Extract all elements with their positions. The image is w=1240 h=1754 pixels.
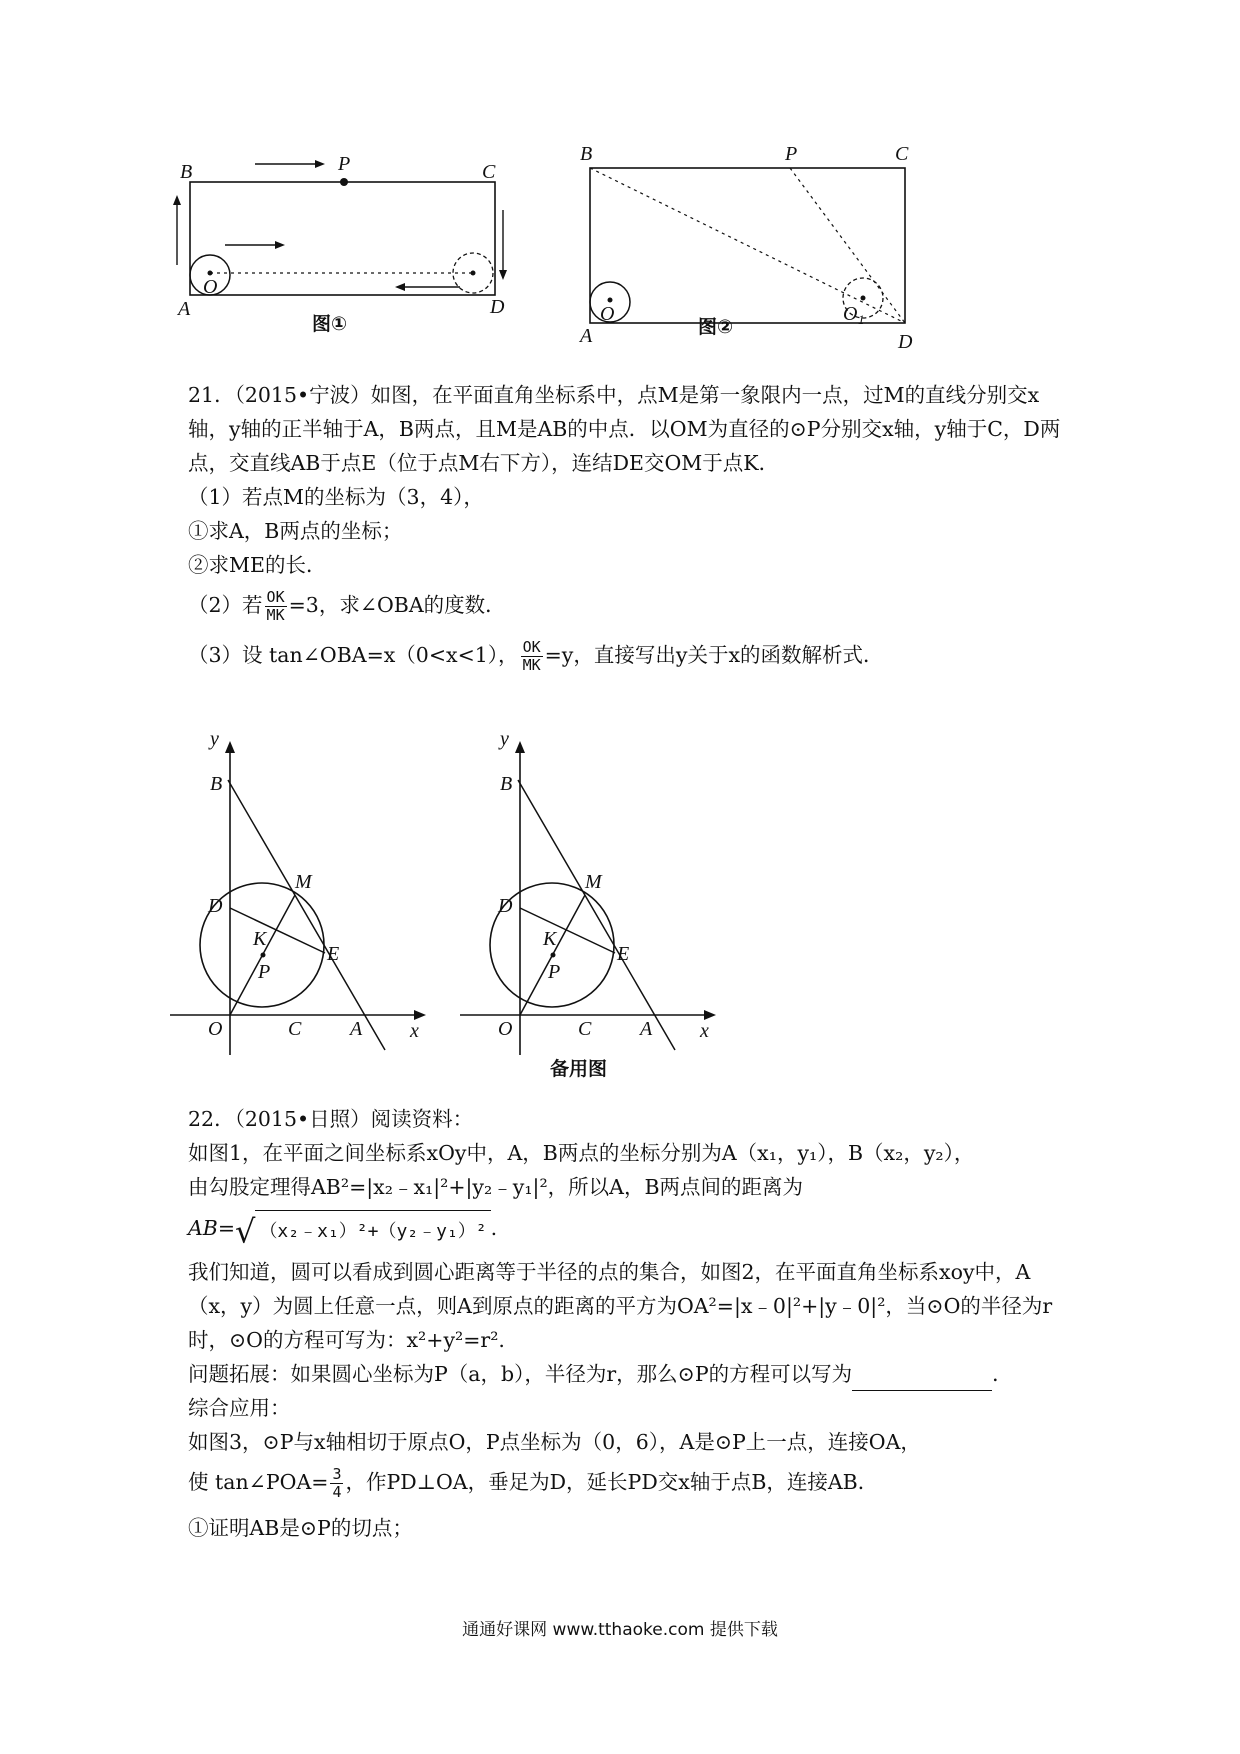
label-k: K	[253, 928, 267, 950]
q22-line2: 由勾股定理得AB²=|x₂﹣x₁|²+|y₂﹣y₁|²，所以A，B两点间的距离为	[188, 1175, 804, 1199]
q22-line9: ①证明AB是⊙P的切点；	[188, 1516, 413, 1540]
q21-head: 21．（2015•宁波）如图，在平面直角坐标系中，点M是第一象限内一点，过M的直线分别交x轴，y轴的正半轴于A，B两点，且M是AB的中点．以OM为直径的⊙P分别交x轴，y轴于C，D两点，交直线AB于点E（位于点M右下方），连结DE交OM于点K．	[188, 383, 1061, 475]
label-d: D	[498, 895, 513, 917]
label-y: y	[500, 728, 509, 750]
figure-2-caption: 图②	[698, 316, 734, 338]
answer-blank[interactable]	[852, 1368, 992, 1391]
backup-figure	[460, 728, 740, 1095]
label-m: M	[295, 871, 312, 893]
question-21	[188, 378, 1068, 674]
label-o: O	[498, 1018, 513, 1040]
label-p: P	[785, 143, 798, 165]
q22-line4: 我们知道，圆可以看成到圆心距离等于半径的点的集合，如图2，在平面直角坐标系xoy中，A（x，y）为圆上任意一点，则A到原点的距离的平方为OA²=|x﹣0|²+|y﹣0|²，当⊙O的半径为r时，⊙O的方程可写为：x²+y²=r².	[188, 1260, 1053, 1352]
label-x: x	[410, 1020, 419, 1042]
label-d: D	[208, 895, 223, 917]
q21-part1: （1）若点M的坐标为（3，4），	[188, 485, 484, 509]
label-c: C	[895, 143, 909, 165]
q21-part2: （2）若 $\frac{OK}{MK}$ =3，求∠OBA的度数．	[188, 588, 506, 624]
label-o: O	[203, 276, 218, 298]
fraction-ok-mk: $\frac{OK}{MK}$	[266, 588, 285, 624]
q22-head: 22．（2015•日照）阅读资料：	[188, 1107, 474, 1131]
label-m: M	[585, 871, 602, 893]
label-p: P	[258, 961, 271, 983]
label-y: y	[210, 728, 219, 750]
q22-line6: 综合应用：	[188, 1396, 291, 1420]
label-e: E	[617, 943, 630, 965]
label-d: D	[898, 331, 913, 353]
page-footer: 通通好课网 www.tthaoke.com 提供下载	[462, 1620, 778, 1640]
backup-figure-caption: 备用图	[550, 1058, 608, 1080]
label-b: B	[210, 773, 223, 795]
figure-1	[170, 150, 530, 365]
label-p: P	[548, 961, 561, 983]
label-b: B	[180, 161, 193, 183]
figure-2	[580, 143, 920, 365]
label-k: K	[543, 928, 557, 950]
q22-line7: 如图3，⊙P与x轴相切于原点O，P点坐标为（0，6），A是⊙P上一点，连接OA，	[188, 1430, 921, 1454]
question-22	[188, 1102, 1068, 1545]
label-p: P	[338, 153, 351, 175]
label-b: B	[500, 773, 513, 795]
q22-line8: 使 tan∠POA= $\frac{3}{4}$ ，作PD⊥OA，垂足为D，延长PD交x轴于点B，连接AB．	[188, 1465, 879, 1501]
label-c: C	[578, 1018, 592, 1040]
label-o: O	[208, 1018, 223, 1040]
q21-part1b: ②求ME的长．	[188, 553, 327, 577]
label-d: D	[490, 296, 505, 318]
q22-line1: 如图1，在平面之间坐标系xOy中，A，B两点的坐标分别为A（x₁，y₁），B（x₂，y₂），	[188, 1141, 975, 1165]
label-a: A	[350, 1018, 363, 1040]
label-e: E	[327, 943, 340, 965]
label-c: C	[288, 1018, 302, 1040]
label-b: B	[580, 143, 593, 165]
label-a: A	[178, 298, 191, 320]
q22-line5: 问题拓展：如果圆心坐标为P（a，b），半径为r，那么⊙P的方程可以写为 ．	[188, 1357, 1068, 1391]
label-c: C	[482, 161, 496, 183]
label-o: O	[600, 303, 615, 325]
label-o1-sub: 1	[858, 312, 865, 327]
q21-part3: （3）设 tan∠OBA=x（0<x<1）， $\frac{OK}{MK}$ =y，直接写出y关于x的函数解析式．	[188, 638, 884, 674]
label-a: A	[580, 325, 593, 347]
label-x: x	[700, 1020, 709, 1042]
label-o1: O	[843, 303, 858, 325]
coordinate-figure	[170, 728, 450, 1065]
q22-line3: AB=√ （x₂﹣x₁）²+（y₂﹣y₁）² .	[188, 1210, 1068, 1249]
fraction-ok-mk-2: $\frac{OK}{MK}$	[522, 638, 541, 674]
q21-part1a: ①求A，B两点的坐标；	[188, 519, 403, 543]
figure-1-caption: 图①	[312, 313, 348, 335]
sqrt-expression: √ （x₂﹣x₁）²+（y₂﹣y₁）²	[235, 1210, 491, 1249]
label-a: A	[640, 1018, 653, 1040]
fraction-3-4: $\frac{3}{4}$	[332, 1465, 342, 1501]
